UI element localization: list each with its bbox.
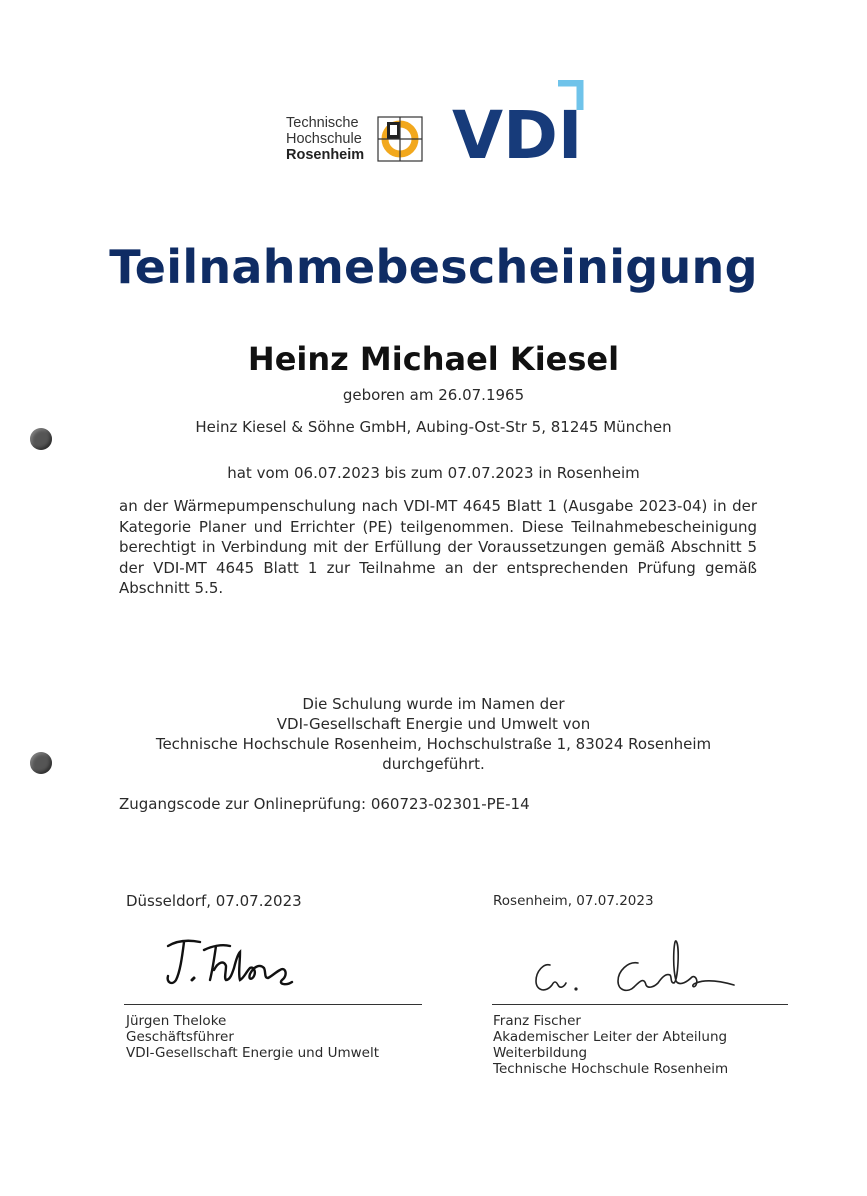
left-place-date: Düsseldorf, 07.07.2023 — [126, 892, 302, 910]
participant-name: Heinz Michael Kiesel — [247, 340, 620, 378]
signature-theloke — [160, 930, 310, 998]
right-place-date: Rosenheim, 07.07.2023 — [493, 893, 654, 909]
th-logo-line3: Rosenheim — [286, 147, 365, 163]
left-signatory-org: VDI-Gesellschaft Energie und Umwelt — [126, 1045, 379, 1061]
course-period: hat vom 06.07.2023 bis zum 07.07.2023 in Rosenheim — [227, 464, 640, 482]
conducted-line4: durchgeführt. — [382, 755, 485, 773]
access-code: Zugangscode zur Onlineprüfung: 060723-02301-PE-14 — [119, 795, 530, 813]
left-signatory-block — [126, 1013, 379, 1061]
right-signatory-org: Technische Hochschule Rosenheim — [493, 1061, 729, 1077]
right-signatory-block — [493, 1013, 728, 1077]
conducted-line2: VDI-Gesellschaft Energie und Umwelt von — [276, 715, 591, 733]
vdi-logo-text: VDI — [452, 97, 583, 162]
right-signatory-dept: Weiterbildung — [493, 1045, 588, 1061]
th-logo-line2: Hochschule — [286, 131, 362, 147]
th-rosenheim-logo-text — [286, 115, 364, 163]
participant-birthdate: geboren am 26.07.1965 — [342, 386, 525, 404]
right-signature-line — [492, 1004, 788, 1005]
course-description: an der Wärmepumpenschulung nach VDI-MT 4645 Blatt 1 (Ausgabe 2023-04) in der Kategorie Planer und Errichter (PE) teilgenommen. Diese Teilnahmebescheinigung berechtigt in Verbindung mit der Erfüllung der Voraussetzungen gemäß Abschnitt 5 der VDI-MT 4645 Blatt 1 zur Teilnahme an der entsprechenden Prüfung gemäß Abschnitt 5.5. — [119, 497, 757, 597]
left-signatory-role: Geschäftsführer — [126, 1029, 234, 1045]
right-signatory-role: Akademischer Leiter der Abteilung — [493, 1029, 728, 1045]
conducted-line3: Technische Hochschule Rosenheim, Hochschulstraße 1, 83024 Rosenheim — [155, 735, 712, 753]
left-signature-line — [124, 1004, 422, 1005]
th-logo-line1: Technische — [286, 115, 359, 131]
conducted-line1: Die Schulung wurde im Namen der — [302, 695, 565, 713]
vdi-logo — [450, 80, 585, 162]
signature-fischer — [520, 935, 750, 1001]
th-rosenheim-emblem-icon — [377, 116, 423, 162]
participant-company: Heinz Kiesel & Söhne GmbH, Aubing-Ost-Str 5, 81245 München — [195, 418, 672, 436]
left-signatory-name: Jürgen Theloke — [126, 1013, 227, 1029]
certificate-title: Teilnahmebescheinigung — [109, 240, 758, 294]
right-signatory-name: Franz Fischer — [493, 1013, 581, 1029]
